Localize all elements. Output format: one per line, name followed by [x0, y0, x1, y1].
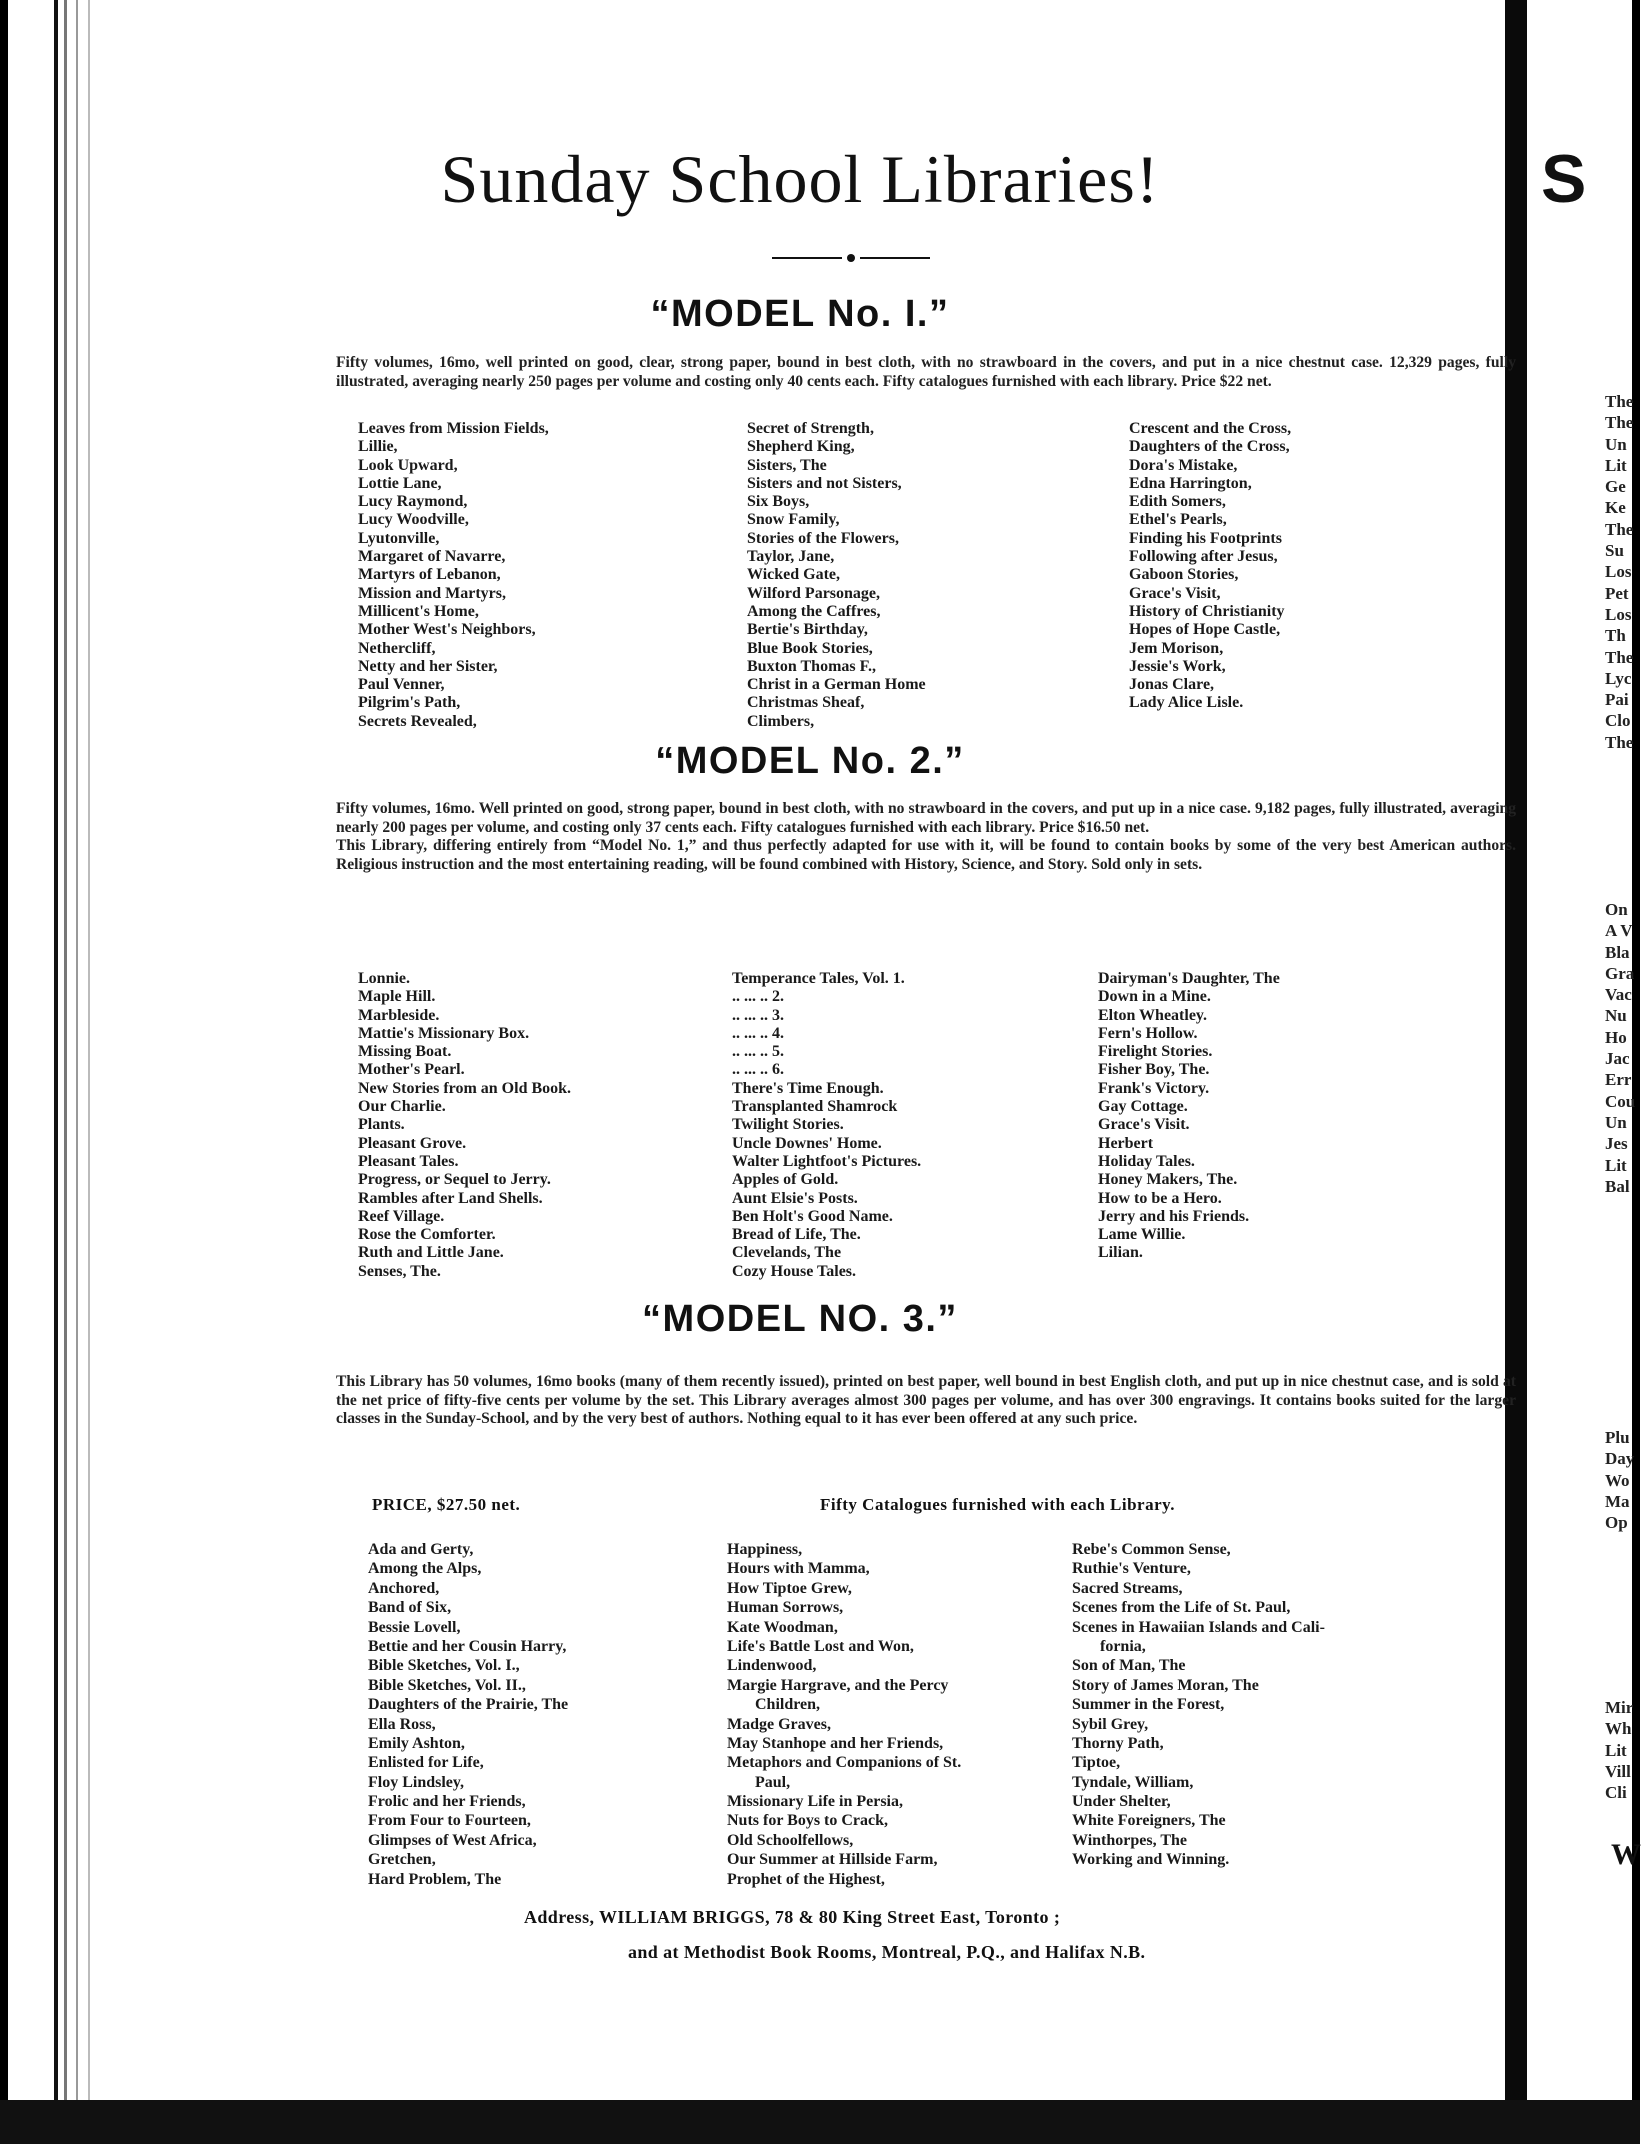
book-title: Fern's Hollow.: [1098, 1024, 1198, 1042]
book-title: How Tiptoe Grew,: [727, 1579, 852, 1597]
book-title: Ben Holt's Good Name.: [732, 1207, 893, 1225]
facing-page-list-b: [1605, 900, 1635, 1198]
model2-description: [336, 800, 1516, 874]
book-title: Gay Cottage.: [1098, 1098, 1188, 1116]
model3-description-text: This Library has 50 volumes, 16mo books (many of them recently issued), printed on best paper, well bound in best English cloth, and put up in nice chestnut case, and is sold at the net price of fifty-five cents per volume by the set. This Library averages almost 300 pages per volume, and has over 300 engravings. It contains books suited for the larger classes in the Sunday-School, and by the very best of authors. Nothing equal to it has ever been offered at any such price.: [336, 1373, 1516, 1427]
advertisement-page: [100, 0, 1516, 2100]
book-title: Paul,: [755, 1773, 791, 1791]
book-title: Reef Village.: [358, 1207, 445, 1225]
book-title: Lillie,: [358, 438, 398, 456]
book-title: Op: [1605, 1513, 1628, 1533]
model2-column-2: [732, 970, 921, 1281]
ornament-rule: [772, 257, 842, 259]
book-title: Elton Wheatley.: [1098, 1006, 1208, 1024]
book-title: Ke: [1605, 498, 1626, 518]
book-title: Climbers,: [747, 712, 815, 730]
book-title: A V: [1605, 921, 1633, 941]
book-title: Secrets Revealed,: [358, 712, 477, 730]
book-title: Crescent and the Cross,: [1129, 420, 1292, 437]
book-title: Honey Makers, The.: [1098, 1171, 1238, 1189]
book-title: Clo: [1605, 711, 1631, 731]
book-title: Taylor, Jane,: [747, 548, 835, 566]
model2-description-text: Fifty volumes, 16mo. Well printed on good, strong paper, bound in best cloth, with no strawboard in the covers, and put up in a nice case. 9,182 pages, fully illustrated, averaging nearly 200 pages per volume, and costing only 37 cents each. Fifty catalogues furnished with each library. Price $16.50 net.: [336, 800, 1516, 836]
book-title: Un: [1605, 1112, 1627, 1132]
model1-description: [336, 354, 1516, 391]
book-title: Happiness,: [727, 1541, 803, 1558]
book-title: Nuts for Boys to Crack,: [727, 1812, 889, 1830]
book-title: Lame Willie.: [1098, 1226, 1186, 1244]
book-title: History of Christianity: [1129, 602, 1285, 620]
book-title: There's Time Enough.: [732, 1079, 884, 1097]
book-title: Christmas Sheaf,: [747, 694, 865, 712]
model1-column-1: [358, 420, 549, 731]
book-title: Edna Harrington,: [1129, 474, 1252, 492]
book-title: New Stories from an Old Book.: [358, 1079, 572, 1097]
book-title: Su: [1605, 541, 1624, 561]
book-title: Apples of Gold.: [732, 1171, 839, 1189]
book-title: Finding his Footprints: [1129, 529, 1282, 547]
book-title: Herbert: [1098, 1134, 1154, 1152]
model3-column-3: [1072, 1540, 1325, 1870]
book-title: Leaves from Mission Fields,: [358, 420, 549, 437]
book-title: Twilight Stories.: [732, 1116, 844, 1134]
book-title: Transplanted Shamrock: [732, 1098, 898, 1116]
book-title: Children,: [755, 1696, 821, 1714]
book-title: Hours with Mamma,: [727, 1560, 870, 1578]
book-title: Buxton Thomas F.,: [747, 657, 876, 675]
book-title: Ruth and Little Jane.: [358, 1244, 504, 1262]
book-title: Lindenwood,: [727, 1657, 817, 1675]
book-title: Six Boys,: [747, 493, 810, 511]
book-title: Bettie and her Cousin Harry,: [368, 1637, 567, 1655]
book-title: Uncle Downes' Home.: [732, 1134, 882, 1152]
book-title: Metaphors and Companions of St.: [727, 1754, 962, 1772]
book-title: Lady Alice Lisle.: [1129, 694, 1244, 712]
book-title: Mattie's Missionary Box.: [358, 1024, 530, 1042]
bottom-scan-edge: [0, 2100, 1640, 2144]
book-title: Jes: [1605, 1134, 1628, 1154]
book-title: Sacred Streams,: [1072, 1579, 1183, 1597]
book-title: Pai: [1605, 690, 1629, 710]
book-title: Lottie Lane,: [358, 474, 442, 492]
book-title: Lilian.: [1098, 1244, 1143, 1262]
book-title: .. ... .. 5.: [732, 1043, 784, 1061]
book-title: Wicked Gate,: [747, 566, 841, 584]
book-title: Bible Sketches, Vol. I.,: [368, 1657, 520, 1675]
book-title: Martyrs of Lebanon,: [358, 566, 501, 584]
book-title: Los: [1605, 562, 1632, 582]
book-title: Mission and Martyrs,: [358, 584, 506, 602]
book-title: Stories of the Flowers,: [747, 529, 899, 547]
book-title: Gra: [1605, 963, 1635, 983]
model2-column-3: [1098, 970, 1280, 1263]
book-title: Vill: [1605, 1761, 1631, 1781]
book-title: Hard Problem, The: [368, 1870, 502, 1888]
book-title: Dairyman's Daughter, The: [1098, 970, 1280, 987]
book-title: Thorny Path,: [1072, 1734, 1164, 1752]
book-title: Life's Battle Lost and Won,: [727, 1637, 914, 1655]
page-stack-edge: [54, 0, 58, 2144]
book-title: Scenes in Hawaiian Islands and Cali-: [1072, 1618, 1325, 1636]
book-title: Enlisted for Life,: [368, 1754, 484, 1772]
book-title: Senses, The.: [358, 1262, 441, 1280]
book-title: Firelight Stories.: [1098, 1043, 1213, 1061]
book-title: Lucy Raymond,: [358, 493, 468, 511]
book-title: Floy Lindsley,: [368, 1773, 465, 1791]
book-title: The: [1605, 647, 1634, 667]
model3-description: [336, 1373, 1516, 1429]
book-title: The: [1605, 392, 1634, 411]
book-title: Bla: [1605, 942, 1630, 962]
book-title: Fisher Boy, The.: [1098, 1061, 1210, 1079]
book-title: Wo: [1605, 1470, 1630, 1490]
book-title: Sisters and not Sisters,: [747, 474, 902, 492]
book-title: Among the Caffres,: [747, 602, 881, 620]
book-title: On: [1605, 900, 1628, 919]
book-title: Millicent's Home,: [358, 602, 479, 620]
book-title: Working and Winning.: [1072, 1851, 1230, 1869]
book-title: Bessie Lovell,: [368, 1618, 461, 1636]
book-title: Missionary Life in Persia,: [727, 1793, 903, 1811]
page-stack-edge: [88, 0, 90, 2144]
book-title: Blue Book Stories,: [747, 639, 873, 657]
book-title: Pilgrim's Path,: [358, 694, 461, 712]
book-title: Bread of Life, The.: [732, 1226, 861, 1244]
book-title: Ella Ross,: [368, 1715, 436, 1733]
book-title: Glimpses of West Africa,: [368, 1831, 537, 1849]
book-title: Plu: [1605, 1428, 1630, 1447]
page-stack-edge: [64, 0, 67, 2144]
book-title: .. ... .. 3.: [732, 1006, 784, 1024]
page-stack-edge: [76, 0, 78, 2144]
book-title: Un: [1605, 434, 1627, 454]
book-title: Madge Graves,: [727, 1715, 831, 1733]
model1-column-3: [1129, 420, 1291, 713]
book-title: Pleasant Tales.: [358, 1152, 459, 1170]
facing-page-fragment: [1527, 0, 1641, 2100]
book-title: Ge: [1605, 477, 1626, 497]
book-title: Scenes from the Life of St. Paul,: [1072, 1599, 1291, 1617]
book-title: Old Schoolfellows,: [727, 1831, 854, 1849]
book-title: Dora's Mistake,: [1129, 456, 1238, 474]
book-title: Anchored,: [368, 1579, 440, 1597]
book-title: Err: [1605, 1070, 1632, 1090]
publisher-address-line-1: Address, WILLIAM BRIGGS, 78 & 80 King Street East, Toronto ;: [524, 1907, 1061, 1927]
book-title: Look Upward,: [358, 456, 458, 474]
book-title: Vac: [1605, 985, 1632, 1005]
book-title: Wilford Parsonage,: [747, 584, 881, 602]
book-title: Pet: [1605, 583, 1629, 603]
book-title: Marbleside.: [358, 1006, 440, 1024]
model1-heading: “MODEL No. I.”: [650, 293, 950, 335]
book-title: Tyndale, William,: [1072, 1773, 1194, 1791]
model3-price: PRICE, $27.50 net.: [372, 1495, 521, 1514]
book-title: Lit: [1605, 1740, 1627, 1760]
model2-column-1: [358, 970, 571, 1281]
model3-catalogues-note: Fifty Catalogues furnished with each Library.: [820, 1495, 1175, 1514]
book-title: Bible Sketches, Vol. II.,: [368, 1676, 526, 1694]
book-title: Wh: [1605, 1719, 1632, 1739]
book-title: Christ in a German Home: [747, 676, 926, 694]
facing-page-list-a: [1605, 392, 1633, 754]
book-title: Lyutonville,: [358, 529, 440, 547]
book-title: Temperance Tales, Vol. 1.: [732, 970, 905, 987]
book-title: Rebe's Common Sense,: [1072, 1541, 1231, 1558]
book-title: Secret of Strength,: [747, 420, 874, 437]
book-title: Aunt Elsie's Posts.: [732, 1189, 858, 1207]
book-title: Missing Boat.: [358, 1043, 452, 1061]
book-title: Nu: [1605, 1006, 1627, 1026]
book-title: Los: [1605, 604, 1632, 624]
book-title: Cozy House Tales.: [732, 1262, 857, 1280]
book-title: The: [1605, 413, 1634, 433]
book-title: .. ... .. 2.: [732, 988, 784, 1006]
book-title: Winthorpes, The: [1072, 1831, 1187, 1849]
book-title: Human Sorrows,: [727, 1599, 844, 1617]
model3-heading: “MODEL NO. 3.”: [642, 1298, 958, 1340]
book-title: Bertie's Birthday,: [747, 621, 868, 639]
book-title: Netty and her Sister,: [358, 657, 498, 675]
book-title: Th: [1605, 626, 1626, 646]
book-title: Following after Jesus,: [1129, 548, 1278, 566]
book-title: Plants.: [358, 1116, 405, 1134]
model1-column-2: [747, 420, 926, 731]
book-title: Holiday Tales.: [1098, 1152, 1195, 1170]
model3-column-2: [727, 1540, 961, 1889]
book-title: Down in a Mine.: [1098, 988, 1211, 1006]
book-title: Jac: [1605, 1049, 1630, 1069]
model2-heading: “MODEL No. 2.”: [655, 740, 965, 782]
book-title: Daughters of the Prairie, The: [368, 1696, 569, 1714]
book-title: Jonas Clare,: [1129, 676, 1215, 694]
book-title: fornia,: [1100, 1637, 1146, 1655]
book-title: Son of Man, The: [1072, 1657, 1186, 1675]
book-title: Mir: [1605, 1698, 1634, 1717]
book-title: Paul Venner,: [358, 676, 445, 694]
book-title: Lucy Woodville,: [358, 511, 469, 529]
book-title: Cli: [1605, 1783, 1627, 1803]
book-title: Daughters of the Cross,: [1129, 438, 1290, 456]
model3-column-1: [368, 1540, 568, 1889]
book-title: Sybil Grey,: [1072, 1715, 1149, 1733]
book-title: Our Summer at Hillside Farm,: [727, 1851, 938, 1869]
book-title: Sisters, The: [747, 456, 827, 474]
book-title: Rambles after Land Shells.: [358, 1189, 543, 1207]
book-title: White Foreigners, The: [1072, 1812, 1226, 1830]
book-title: Prophet of the Highest,: [727, 1870, 885, 1888]
book-title: Frank's Victory.: [1098, 1079, 1210, 1097]
model1-description-text: Fifty volumes, 16mo, well printed on good, clear, strong paper, bound in best cloth, with no strawboard in the covers, and put in a nice chestnut case. 12,329 pages, fully illustrated, averaging nearly 250 pages per volume and costing only 40 cents each. Fifty catalogues furnished with each library. Price $22 net.: [336, 354, 1516, 390]
publisher-address-line-2: and at Methodist Book Rooms, Montreal, P.Q., and Halifax N.B.: [628, 1942, 1146, 1962]
facing-page-list-d: [1605, 1698, 1633, 1804]
book-title: Mother's Pearl.: [358, 1061, 465, 1079]
book-title: Edith Somers,: [1129, 493, 1226, 511]
ornament-dot: [847, 254, 855, 262]
book-title: Story of James Moran, The: [1072, 1676, 1259, 1694]
left-page-edge: [0, 0, 8, 2144]
book-title: From Four to Fourteen,: [368, 1812, 531, 1830]
book-title: Gaboon Stories,: [1129, 566, 1239, 584]
book-title: Grace's Visit,: [1129, 584, 1221, 602]
book-title: Tiptoe,: [1072, 1754, 1121, 1772]
book-title: Clevelands, The: [732, 1244, 842, 1262]
book-title: Lonnie.: [358, 970, 411, 987]
book-title: Rose the Comforter.: [358, 1226, 496, 1244]
book-title: Progress, or Sequel to Jerry.: [358, 1171, 551, 1189]
book-title: Lyc: [1605, 668, 1632, 688]
book-title: Shepherd King,: [747, 438, 855, 456]
page-title: Sunday School Libraries!: [440, 141, 1160, 217]
book-title: Ethel's Pearls,: [1129, 511, 1227, 529]
book-title: Hopes of Hope Castle,: [1129, 621, 1281, 639]
book-title: Under Shelter,: [1072, 1793, 1171, 1811]
book-title: Summer in the Forest,: [1072, 1696, 1225, 1714]
book-title: Margie Hargrave, and the Percy: [727, 1676, 949, 1694]
book-title: Lit: [1605, 455, 1627, 475]
book-title: The: [1605, 519, 1634, 539]
book-title: Emily Ashton,: [368, 1734, 465, 1752]
ornament-rule: [860, 257, 930, 259]
book-title: .. ... .. 6.: [732, 1061, 784, 1079]
book-title: May Stanhope and her Friends,: [727, 1734, 944, 1752]
book-title: Our Charlie.: [358, 1098, 446, 1116]
book-title: Mother West's Neighbors,: [358, 621, 536, 639]
book-title: Lit: [1605, 1155, 1627, 1175]
title-ornament: [772, 252, 932, 264]
facing-page-heading: S: [1541, 141, 1587, 217]
book-title: Gretchen,: [368, 1851, 436, 1869]
book-title: Maple Hill.: [358, 988, 436, 1006]
book-title: Bal: [1605, 1176, 1630, 1196]
book-title: Kate Woodman,: [727, 1618, 838, 1636]
book-title: Margaret of Navarre,: [358, 548, 506, 566]
book-title: Nethercliff,: [358, 639, 436, 657]
book-title: Band of Six,: [368, 1599, 452, 1617]
book-title: Pleasant Grove.: [358, 1134, 467, 1152]
book-title: Cou: [1605, 1091, 1636, 1111]
facing-page-list-c: [1605, 1428, 1634, 1534]
book-title: Snow Family,: [747, 511, 840, 529]
book-title: Walter Lightfoot's Pictures.: [732, 1152, 922, 1170]
book-title: Ada and Gerty,: [368, 1541, 474, 1558]
book-title: .. ... .. 4.: [732, 1024, 784, 1042]
book-title: The: [1605, 732, 1634, 752]
book-title: How to be a Hero.: [1098, 1189, 1222, 1207]
book-title: Ho: [1605, 1027, 1627, 1047]
model2-description-text: This Library, differing entirely from “Model No. 1,” and thus perfectly adapted for use with it, will be found to contain books by some of the very best American authors. Religious instruction and the most entertaining reading, will be found combined with History, Science, and Story. Sold only in sets.: [336, 837, 1516, 873]
book-title: Jem Morison,: [1129, 639, 1224, 657]
book-title: Ma: [1605, 1491, 1630, 1511]
book-gutter: [1505, 0, 1527, 2144]
book-title: Frolic and her Friends,: [368, 1793, 526, 1811]
book-title: Day: [1605, 1449, 1635, 1469]
book-title: Grace's Visit.: [1098, 1116, 1190, 1134]
book-title: Ruthie's Venture,: [1072, 1560, 1191, 1578]
book-title: Among the Alps,: [368, 1560, 482, 1578]
book-title: Jerry and his Friends.: [1098, 1207, 1250, 1225]
book-title: Jessie's Work,: [1129, 657, 1226, 675]
facing-page-bottom-letter: W: [1611, 1838, 1641, 1871]
